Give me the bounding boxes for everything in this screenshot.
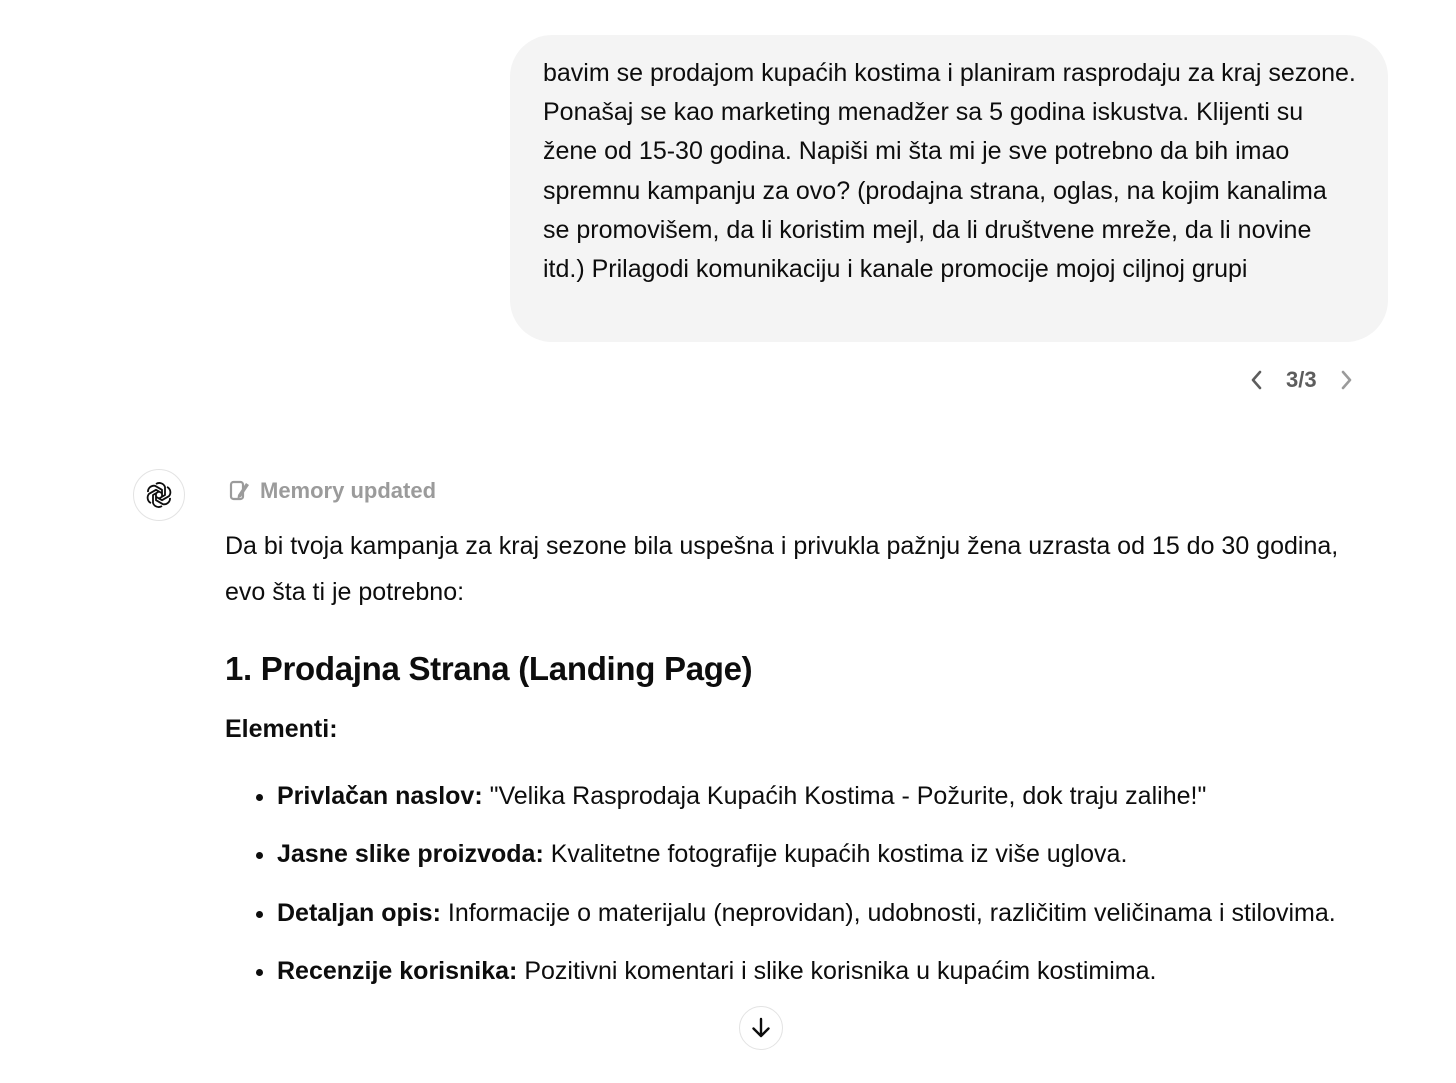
list-item: [277, 949, 1355, 995]
elements-list: [225, 774, 1355, 995]
assistant-avatar: [133, 469, 185, 521]
memory-updated-button[interactable]: [229, 478, 436, 504]
memory-updated-label: Memory updated: [260, 478, 437, 503]
previous-response-button[interactable]: [1240, 362, 1274, 398]
list-item-text: "Velika Rasprodaja Kupaćih Kostima - Požurite, dok traju zalihe!": [482, 781, 1207, 810]
openai-logo-icon: [144, 480, 174, 510]
response-count: 3/3: [1286, 367, 1317, 392]
list-item-text: Pozitivni komentari i slike korisnika u kupaćim kostimima.: [517, 957, 1157, 985]
list-item-text: Kvalitetne fotografije kupaćih kostima iz više uglova.: [543, 840, 1128, 868]
list-item-label: Recenzije korisnika:: [277, 957, 518, 985]
list-item-text: Informacije o materijalu (neprovidan), udobnosti, različitim veličinama i stilovima.: [440, 898, 1336, 927]
list-item: [277, 774, 1355, 820]
assistant-message: [225, 524, 1355, 1008]
scroll-to-bottom-button[interactable]: [739, 1006, 783, 1050]
section-subheading: Elementi:: [225, 715, 338, 743]
next-response-button[interactable]: [1329, 362, 1363, 398]
memory-icon: [229, 479, 251, 503]
list-item-label: Privlačan naslov:: [277, 781, 483, 810]
list-item: [277, 832, 1355, 878]
chevron-right-icon: [1339, 369, 1353, 391]
section-heading: 1. Prodajna Strana (Landing Page): [225, 650, 753, 687]
response-pager: [1240, 362, 1363, 398]
list-item-label: Detaljan opis:: [277, 898, 441, 927]
list-item-label: Jasne slike proizvoda:: [277, 840, 544, 868]
list-item: [277, 891, 1355, 937]
user-message-bubble: [510, 35, 1388, 342]
user-message-text: bavim se prodajom kupaćih kostima i planiram rasprodaju za kraj sezone. Ponašaj se kao marketing menadžer sa 5 godina iskustva. Klijenti su žene od 15-30 godina. Napiši mi šta mi je sve potrebno da bih imao spremnu kampanju za ovo? (prodajna strana, oglas, na kojim kanalima se promovišem, da li koristim mejl, da li društvene mreže, da li novine itd.) Prilagodi komunikaciju i kanale promocije mojoj ciljnoj grupi: [543, 59, 1356, 284]
answer-intro: Da bi tvoja kampanja za kraj sezone bila uspešna i privukla pažnju žena uzrasta od 15 do 30 godina, evo šta ti je potrebno:: [225, 532, 1339, 606]
chevron-left-icon: [1250, 369, 1264, 391]
arrow-down-icon: [749, 1016, 773, 1040]
